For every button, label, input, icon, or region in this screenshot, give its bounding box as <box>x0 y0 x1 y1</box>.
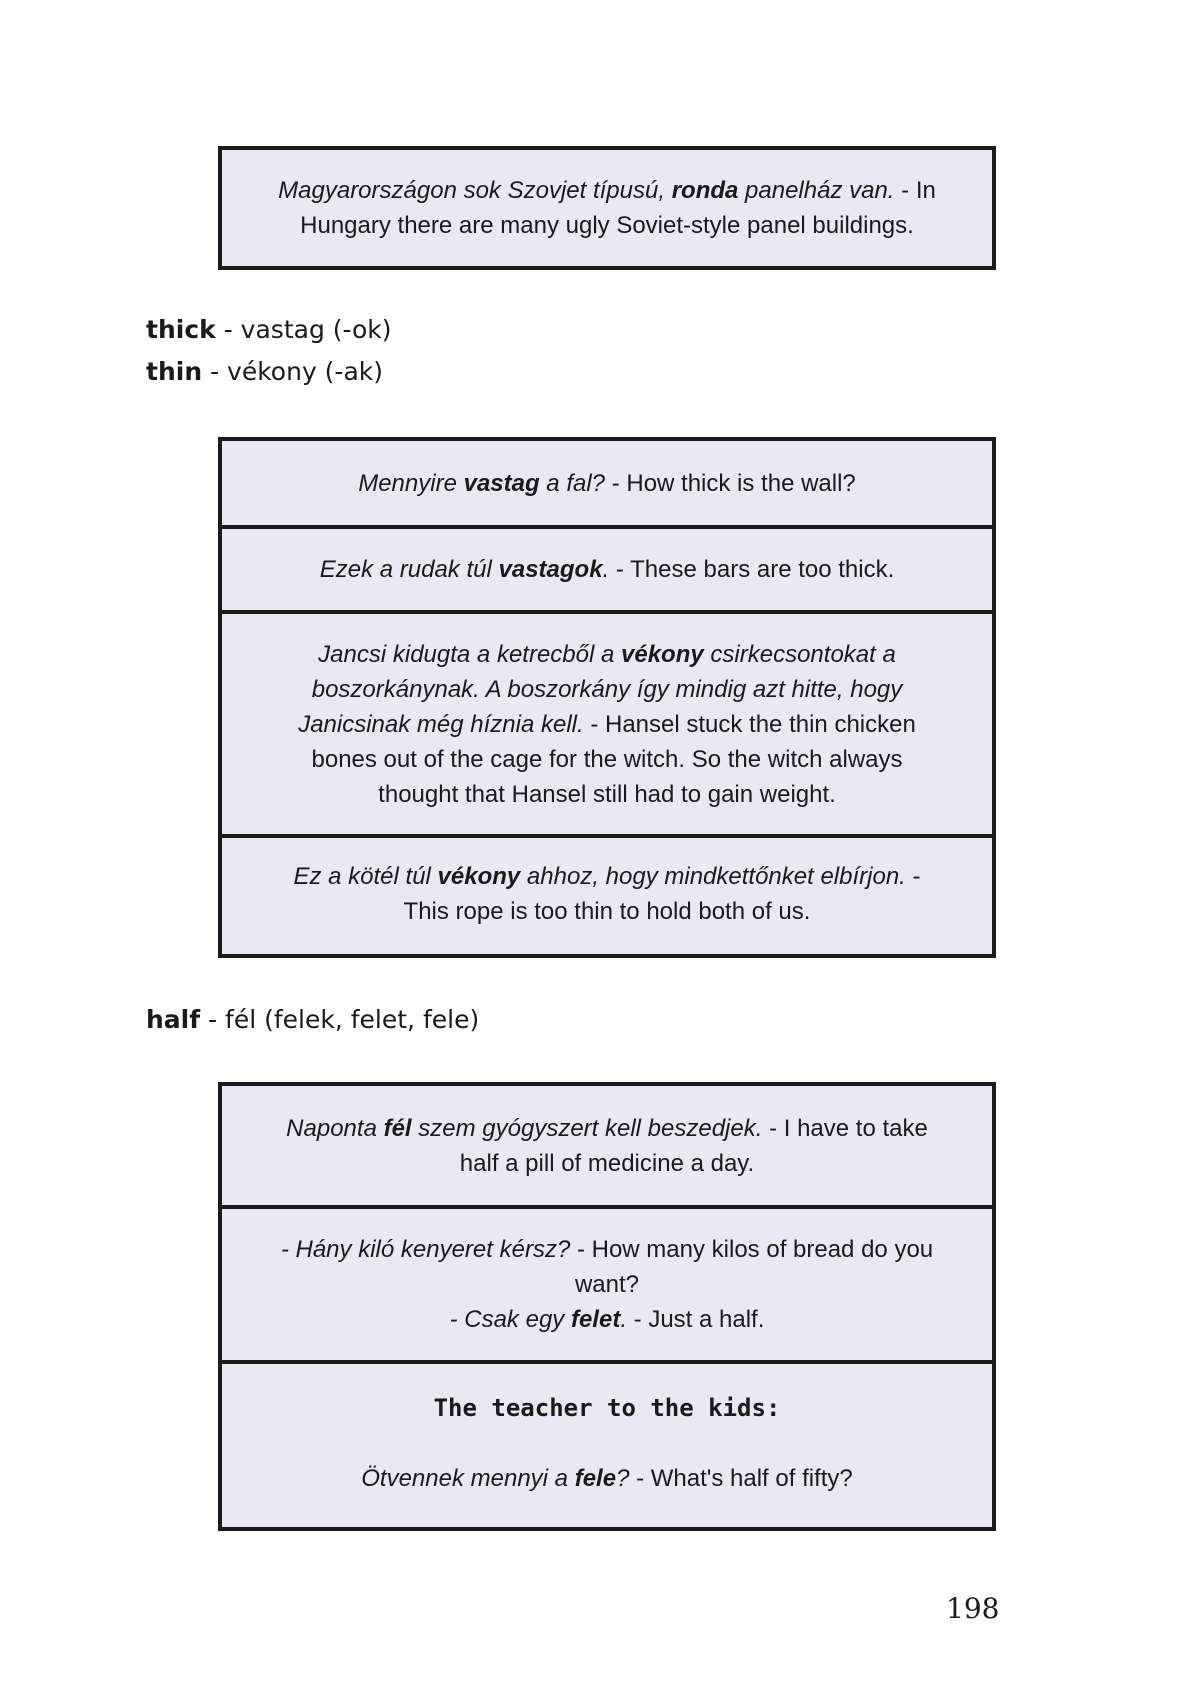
example-line: Mennyire vastag a fal? - How thick is the wall? <box>358 469 856 497</box>
example-line: Hungary there are many ugly Soviet-style panel buildings. <box>300 212 914 239</box>
example-line: Janicsinak még híznia kell. - Hansel stuck the thin chicken <box>298 710 916 738</box>
page-number: 198 <box>946 1592 1000 1625</box>
spacer <box>604 1426 611 1461</box>
example-half-fifty <box>222 1360 992 1523</box>
example-line: Jancsi kidugta a ketrecből a vékony csirkecsontokat a <box>318 640 896 668</box>
example-line: - Hány kiló kenyeret kérsz? - How many kilos of bread do you <box>280 1236 934 1263</box>
example-line: - Csak egy felet. - Just a half. <box>449 1306 765 1333</box>
example-box-half <box>218 1082 996 1531</box>
example-half-pill <box>222 1086 992 1205</box>
example-line: thought that Hansel still had to gain weight. <box>378 780 836 808</box>
example-box-thick-thin <box>218 437 996 958</box>
example-line: Ezek a rudak túl vastagok. - These bars are too thick. <box>319 556 895 583</box>
teacher-heading: The teacher to the kids: <box>433 1394 781 1422</box>
example-line: Ötvennek mennyi a fele? - What's half of fifty? <box>361 1465 853 1492</box>
example-line: bones out of the cage for the witch. So the witch always <box>311 745 903 773</box>
example-thick-wall <box>222 441 992 525</box>
vocab-thick: thick - vastag (-ok) <box>146 315 392 344</box>
example-line: want? <box>574 1271 640 1298</box>
example-thin-rope <box>222 834 992 950</box>
example-line: This rope is too thin to hold both of us. <box>403 898 811 925</box>
example-half-bread <box>222 1205 992 1360</box>
example-line: Magyarországon sok Szovjet típusú, ronda panelház van. - In <box>278 177 936 204</box>
vocab-thin: thin - vékony (-ak) <box>146 357 384 386</box>
example-thin-bones <box>222 610 992 834</box>
vocab-half: half - fél (felek, felet, fele) <box>146 1005 480 1034</box>
example-line: boszorkánynak. A boszorkány így mindig azt hitte, hogy <box>311 675 903 703</box>
example-line: half a pill of medicine a day. <box>459 1149 755 1177</box>
example-thick-bars <box>222 525 992 610</box>
example-ugly <box>222 150 992 266</box>
example-line: Ez a kötél túl vékony ahhoz, hogy mindkettőnket elbírjon. - <box>293 863 921 890</box>
example-box-ugly <box>218 146 996 270</box>
example-line: Naponta fél szem gyógyszert kell beszedjek. - I have to take <box>286 1114 928 1142</box>
